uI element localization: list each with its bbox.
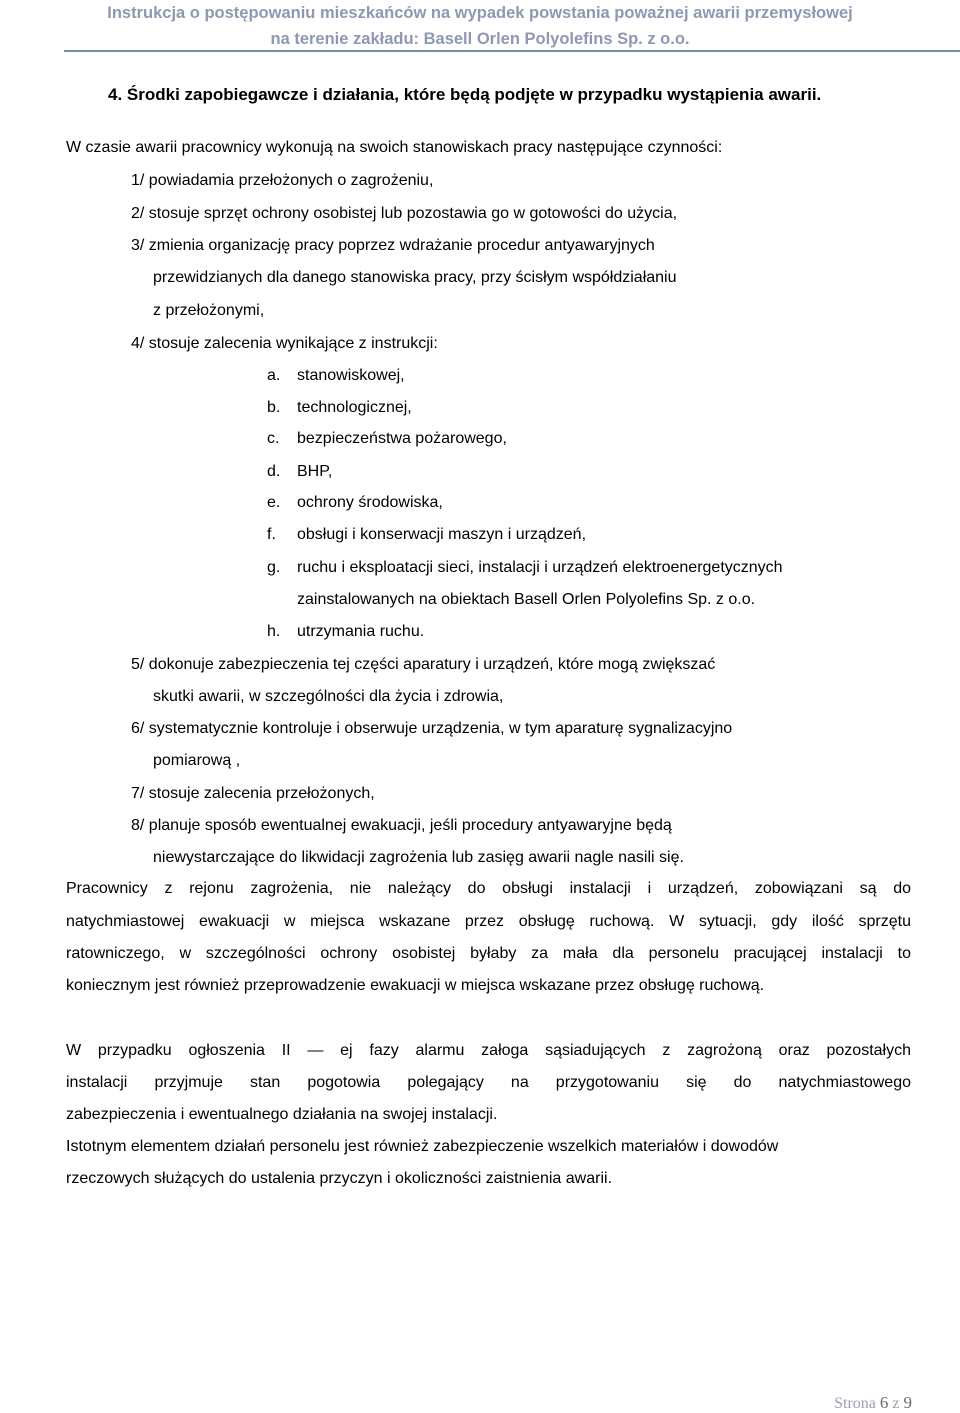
page-label: Strona [834, 1395, 876, 1412]
sub-item-text: utrzymania ruchu. [297, 623, 425, 640]
list-item-2: 2/ stosuje sprzęt ochrony osobistej lub pozostawia go w gotowości do użycia, [131, 205, 678, 222]
sub-item-text: ochrony środowiska, [297, 494, 443, 511]
intro-text: W czasie awarii pracownicy wykonują na swoich stanowiskach pracy następujące czynności: [66, 139, 723, 156]
sub-item-marker: b. [267, 399, 281, 416]
sub-item-a [267, 365, 405, 387]
list-item-3-cont: przewidzianych dla danego stanowiska pracy, przy ścisłym współdziałaniu [153, 269, 677, 286]
sub-item-b [267, 397, 412, 419]
list-item-8-cont: niewystarczające do likwidacji zagrożenia lub zasięg awarii nagle nasili się. [153, 849, 684, 866]
total-pages: 9 [903, 1393, 912, 1412]
page-separator: z [892, 1395, 900, 1412]
list-item-6-cont: pomiarową , [153, 752, 241, 769]
list-item-3-cont: z przełożonymi, [153, 302, 265, 319]
sub-item-d [267, 461, 332, 483]
sub-item-marker: g. [267, 559, 281, 576]
paragraph-2-line: zabezpieczenia i ewentualnego działania na swojej instalacji. [66, 1106, 498, 1123]
list-item-5: 5/ dokonuje zabezpieczenia tej części aparatury i urządzeń, które mogą zwiększać [131, 656, 716, 673]
sub-item-h [267, 621, 424, 643]
sub-item-g [267, 557, 783, 579]
paragraph-1-line: Pracownicy z rejonu zagrożenia, nie należący do obsługi instalacji i urządzeń, zobowiązani są do [66, 880, 911, 897]
list-item-4: 4/ stosuje zalecenia wynikające z instrukcji: [131, 335, 438, 352]
list-item-3: 3/ zmienia organizację pracy poprzez wdrażanie procedur antyawaryjnych [131, 237, 655, 254]
sub-item-c [267, 428, 507, 450]
paragraph-1-line: ratowniczego, w szczególności ochrony osobistej byłaby za mała dla personelu pracującej instalacji to [66, 945, 911, 962]
list-item-1: 1/ powiadamia przełożonych o zagrożeniu, [131, 172, 434, 189]
paragraph-2-line: instalacji przyjmuje stan pogotowia polegający na przygotowaniu się do natychmiastowego [66, 1074, 911, 1091]
sub-item-marker: c. [267, 430, 280, 447]
sub-item-text: obsługi i konserwacji maszyn i urządzeń, [297, 526, 587, 543]
sub-item-marker: f. [267, 526, 276, 543]
header-line-1: Instrukcja o postępowaniu mieszkańców na wypadek powstania poważnej awarii przemysłowej [107, 4, 853, 22]
list-item-7: 7/ stosuje zalecenia przełożonych, [131, 785, 375, 802]
sub-item-g-cont [267, 589, 755, 611]
document-header [0, 0, 960, 52]
list-item-8: 8/ planuje sposób ewentualnej ewakuacji, jeśli procedury antyawaryjne będą [131, 817, 672, 834]
list-item-5-cont: skutki awarii, w szczególności dla życia i zdrowia, [153, 688, 504, 705]
sub-item-text: BHP, [297, 463, 333, 480]
paragraph-3-line: Istotnym elementem działań personelu jest również zabezpieczenie wszelkich materiałów i dowodów [66, 1138, 779, 1155]
sub-item-marker: d. [267, 463, 281, 480]
sub-item-marker: h. [267, 623, 281, 640]
sub-item-marker: e. [267, 494, 281, 511]
sub-item-text: zainstalowanych na obiektach Basell Orlen Polyolefins Sp. z o.o. [297, 591, 756, 608]
paragraph-1-line: natychmiastowej ewakuacji w miejsca wskazane przez obsługę ruchową. W sytuacji, gdy ilość sprzętu [66, 913, 911, 930]
sub-item-text: stanowiskowej, [297, 367, 405, 384]
sub-item-text: bezpieczeństwa pożarowego, [297, 430, 507, 447]
header-line-2: na terenie zakładu: Basell Orlen Polyolefins Sp. z o.o. [270, 30, 690, 48]
sub-item-text: technologicznej, [297, 399, 412, 416]
header-divider [64, 50, 960, 52]
sub-item-f [267, 524, 586, 546]
page-number [834, 1393, 912, 1413]
sub-item-marker: a. [267, 367, 281, 384]
paragraph-2-line: W przypadku ogłoszenia II — ej fazy alarmu załoga sąsiadujących z zagrożoną oraz pozostałych [66, 1042, 911, 1059]
section-title: 4. Środki zapobiegawcze i działania, które będą podjęte w przypadku wystąpienia awarii. [108, 85, 822, 104]
sub-item-text: ruchu i eksploatacji sieci, instalacji i urządzeń elektroenergetycznych [297, 559, 783, 576]
paragraph-3-line: rzeczowych służących do ustalenia przyczyn i okoliczności zaistnienia awarii. [66, 1170, 613, 1187]
list-item-6: 6/ systematycznie kontroluje i obserwuje urządzenia, w tym aparaturę sygnalizacyjno [131, 720, 733, 737]
sub-item-e [267, 492, 443, 514]
current-page: 6 [879, 1393, 889, 1412]
paragraph-1-line: koniecznym jest również przeprowadzenie ewakuacji w miejsca wskazane przez obsługę ruchową. [66, 977, 765, 994]
